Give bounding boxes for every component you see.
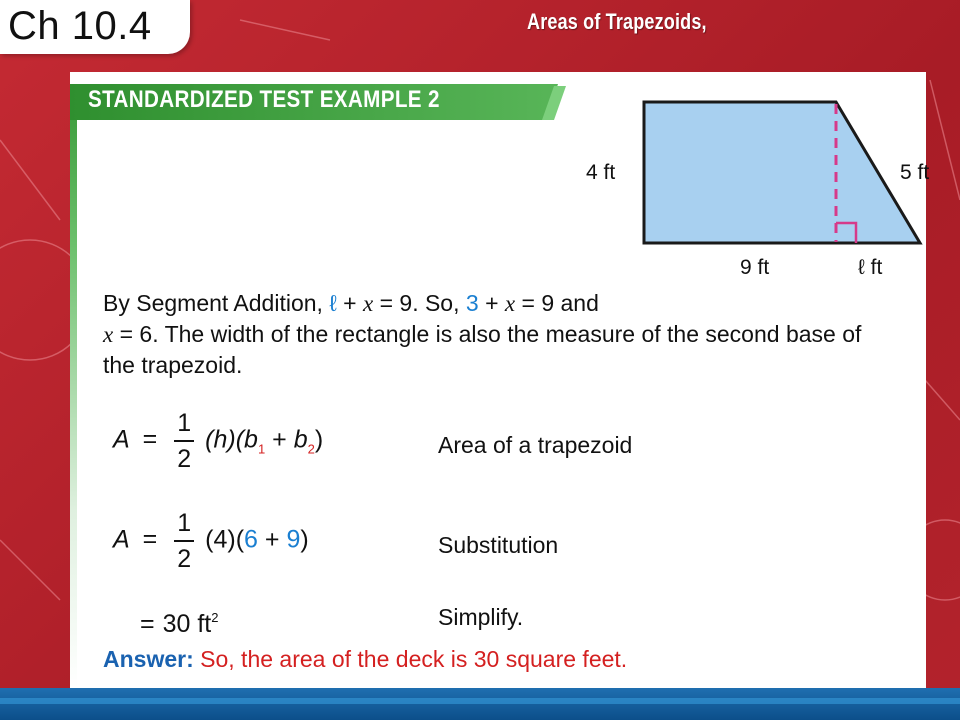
side-label-right: 5 ft (900, 161, 930, 184)
chapter-tab (0, 0, 190, 54)
base-label-right: ℓ ft (858, 256, 883, 279)
label-substitution: Substitution (438, 532, 559, 558)
formula-simplify: = 30 $ft^2$ (140, 610, 219, 638)
chapter-label: Ch 10.4 (8, 4, 152, 48)
answer-line (103, 646, 627, 673)
base-label-left: 9 ft (740, 256, 770, 279)
side-label-left: 4 ft (586, 161, 616, 184)
lesson-title: Areas of Trapezoids, (527, 9, 707, 34)
label-area-trapezoid: Area of a trapezoid (438, 432, 633, 458)
trapezoid-figure (580, 90, 950, 290)
example-title: STANDARDIZED TEST EXAMPLE 2 (88, 86, 440, 113)
label-simplify: Simplify. (438, 604, 524, 630)
answer-text: So, the area of the deck is 30 square feet. (200, 646, 628, 672)
accent-bar (70, 96, 77, 688)
answer-lead: Answer: (103, 646, 194, 672)
formula-area-trapezoid: A = $\frac{1}{2}$ $(h)(b_1 + b_2)$ (113, 409, 324, 473)
bottom-band (0, 688, 960, 720)
explanation-paragraph: By Segment Addition, ℓ + x = 9. So, 3 + x = 9 and x = 6. The width of the rectangle is also the measure of the second base of the trapezoid. (103, 290, 862, 378)
formula-substitution: A = $\frac{1}{2}$ (4)(6 + 9) (113, 509, 309, 573)
